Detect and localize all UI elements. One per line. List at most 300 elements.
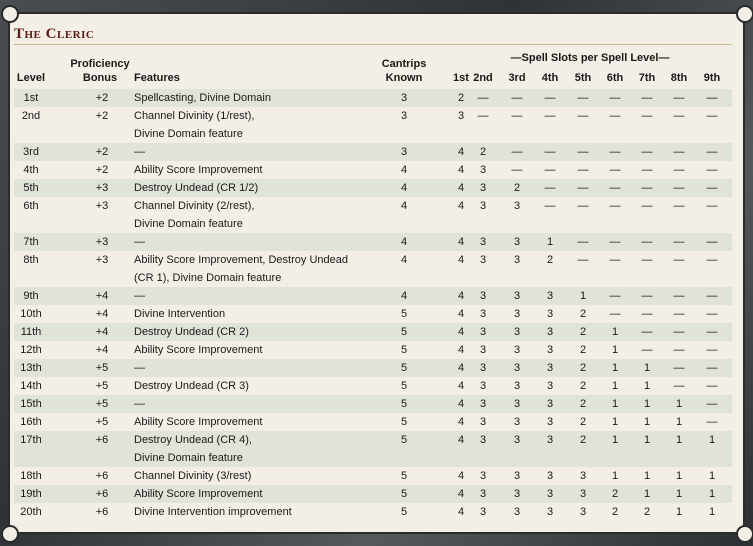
cell-level: 5th xyxy=(23,182,39,194)
cell-slot-7th: 1 xyxy=(643,488,651,500)
cell-slot-7th: — xyxy=(641,236,653,248)
cell-proficiency-bonus: +6 xyxy=(95,506,109,518)
cell-slot-9th: — xyxy=(706,110,718,122)
cell-slot-2nd: 3 xyxy=(479,182,487,194)
cell-features: Spellcasting, Divine Domain xyxy=(134,92,271,104)
cell-level: 20th xyxy=(20,506,42,518)
cell-slot-1st: 4 xyxy=(457,200,465,212)
cell-slot-2nd: 3 xyxy=(479,164,487,176)
cell-slot-3rd: 3 xyxy=(513,290,521,302)
cell-slot-6th: 1 xyxy=(611,326,619,338)
header-slot-1st: 1st xyxy=(453,72,469,84)
table-row xyxy=(14,395,732,413)
cell-slot-1st: 4 xyxy=(457,308,465,320)
cell-slot-5th: — xyxy=(577,236,589,248)
cell-level: 19th xyxy=(20,488,42,500)
cell-slot-1st: 4 xyxy=(457,290,465,302)
cell-cantrips-known: 5 xyxy=(400,362,408,374)
cell-cantrips-known: 4 xyxy=(400,164,408,176)
table-row xyxy=(14,89,732,107)
cell-slot-2nd: 3 xyxy=(479,254,487,266)
cell-slot-9th: — xyxy=(706,380,718,392)
cell-slot-7th: 1 xyxy=(643,362,651,374)
cell-slot-8th: — xyxy=(673,254,685,266)
cell-slot-3rd: 3 xyxy=(513,434,521,446)
cell-slot-4th: — xyxy=(544,110,556,122)
cell-slot-6th: — xyxy=(609,290,621,302)
cell-features: Channel Divinity (3/rest) xyxy=(134,470,252,482)
cell-features: Destroy Undead (CR 2) xyxy=(134,326,249,338)
cell-slot-9th: — xyxy=(706,344,718,356)
cell-slot-9th: — xyxy=(706,416,718,428)
cell-slot-2nd: 3 xyxy=(479,290,487,302)
cell-slot-9th: — xyxy=(706,92,718,104)
cell-slot-8th: 1 xyxy=(675,398,683,410)
cell-slot-1st: 4 xyxy=(457,236,465,248)
cell-level: 15th xyxy=(20,398,42,410)
cell-slot-7th: 1 xyxy=(643,434,651,446)
cell-slot-5th: 2 xyxy=(579,380,587,392)
cell-slot-5th: 3 xyxy=(579,506,587,518)
cell-features: Ability Score Improvement xyxy=(134,344,263,356)
header-spell-slots: —Spell Slots per Spell Level— xyxy=(510,52,670,64)
header-slot-7th: 7th xyxy=(638,72,656,84)
cell-features: — xyxy=(134,146,145,158)
cell-slot-6th: 2 xyxy=(611,506,619,518)
cell-slot-1st: 4 xyxy=(457,344,465,356)
header-cantrips: Cantrips xyxy=(381,58,427,70)
cell-slot-8th: — xyxy=(673,110,685,122)
cell-slot-2nd: 3 xyxy=(479,362,487,374)
cell-slot-3rd: 3 xyxy=(513,362,521,374)
table-row xyxy=(14,107,732,143)
cell-slot-7th: 1 xyxy=(643,470,651,482)
cell-features: Divine Intervention xyxy=(134,308,226,320)
cell-slot-8th: 1 xyxy=(675,434,683,446)
corner-ornament-icon xyxy=(736,525,753,543)
cell-slot-1st: 4 xyxy=(457,416,465,428)
cell-cantrips-known: 5 xyxy=(400,470,408,482)
cell-slot-1st: 4 xyxy=(457,164,465,176)
table-row xyxy=(14,359,732,377)
cell-slot-7th: — xyxy=(641,308,653,320)
cell-level: 2nd xyxy=(21,110,41,122)
cell-slot-2nd: 3 xyxy=(479,398,487,410)
cell-features: Ability Score Improvement xyxy=(134,416,263,428)
header-bonus: Bonus xyxy=(82,72,118,84)
cell-slot-3rd: — xyxy=(511,92,523,104)
cell-slot-4th: 3 xyxy=(546,434,554,446)
cell-slot-6th: — xyxy=(609,110,621,122)
cell-slot-6th: 1 xyxy=(611,398,619,410)
cell-features: Destroy Undead (CR 3) xyxy=(134,380,249,392)
cell-slot-3rd: 3 xyxy=(513,416,521,428)
header-slot-9th: 9th xyxy=(703,72,721,84)
cell-slot-4th: 3 xyxy=(546,470,554,482)
cell-cantrips-known: 5 xyxy=(400,344,408,356)
cell-slot-1st: 4 xyxy=(457,488,465,500)
cell-slot-8th: — xyxy=(673,344,685,356)
cell-slot-4th: 3 xyxy=(546,416,554,428)
table-row xyxy=(14,413,732,431)
cell-slot-8th: — xyxy=(673,164,685,176)
cell-slot-3rd: 3 xyxy=(513,254,521,266)
header-features: Features xyxy=(134,72,180,84)
cell-slot-8th: — xyxy=(673,290,685,302)
cell-slot-4th: 3 xyxy=(546,362,554,374)
cell-slot-4th: 3 xyxy=(546,308,554,320)
cell-slot-7th: — xyxy=(641,326,653,338)
header-known: Known xyxy=(385,72,423,84)
cell-proficiency-bonus: +4 xyxy=(95,326,109,338)
corner-ornament-icon xyxy=(1,525,19,543)
cell-slot-9th: — xyxy=(706,362,718,374)
cell-features: Ability Score Improvement xyxy=(134,164,263,176)
cell-proficiency-bonus: +2 xyxy=(95,110,109,122)
cell-slot-6th: 1 xyxy=(611,434,619,446)
cell-features: Divine Intervention improvement xyxy=(134,506,292,518)
cell-slot-1st: 4 xyxy=(457,326,465,338)
table-row xyxy=(14,179,732,197)
cell-slot-3rd: 3 xyxy=(513,344,521,356)
cell-level: 4th xyxy=(23,164,39,176)
cell-cantrips-known: 3 xyxy=(400,110,408,122)
cell-slot-4th: 2 xyxy=(546,254,554,266)
cell-slot-1st: 4 xyxy=(457,470,465,482)
table-row xyxy=(14,305,732,323)
cell-cantrips-known: 4 xyxy=(400,254,408,266)
cell-slot-5th: — xyxy=(577,146,589,158)
cell-slot-1st: 4 xyxy=(457,506,465,518)
cell-slot-7th: — xyxy=(641,254,653,266)
cell-slot-4th: 3 xyxy=(546,488,554,500)
cell-cantrips-known: 3 xyxy=(400,146,408,158)
cell-slot-5th: 2 xyxy=(579,344,587,356)
cell-proficiency-bonus: +4 xyxy=(95,344,109,356)
cell-features: — xyxy=(134,398,145,410)
cell-level: 11th xyxy=(20,326,42,338)
cell-cantrips-known: 5 xyxy=(400,488,408,500)
cell-slot-1st: 4 xyxy=(457,146,465,158)
cell-proficiency-bonus: +4 xyxy=(95,290,109,302)
cell-slot-7th: — xyxy=(641,290,653,302)
cell-slot-9th: 1 xyxy=(708,434,716,446)
table-row xyxy=(14,485,732,503)
cell-slot-8th: — xyxy=(673,236,685,248)
cell-level: 8th xyxy=(23,254,39,266)
cell-slot-9th: — xyxy=(706,290,718,302)
cell-cantrips-known: 3 xyxy=(400,92,408,104)
header-proficiency: Proficiency xyxy=(70,58,130,70)
cell-slot-7th: 1 xyxy=(643,416,651,428)
cell-proficiency-bonus: +6 xyxy=(95,470,109,482)
cell-slot-7th: — xyxy=(641,110,653,122)
cell-slot-8th: — xyxy=(673,92,685,104)
cell-slot-8th: 1 xyxy=(675,506,683,518)
cell-slot-6th: 1 xyxy=(611,470,619,482)
cell-level: 17th xyxy=(20,434,42,446)
cell-slot-6th: — xyxy=(609,92,621,104)
cell-slot-9th: 1 xyxy=(708,488,716,500)
cell-slot-2nd: — xyxy=(477,110,489,122)
cell-slot-1st: 4 xyxy=(457,362,465,374)
cell-level: 14th xyxy=(20,380,42,392)
cell-slot-3rd: 2 xyxy=(513,182,521,194)
cell-slot-5th: 3 xyxy=(579,470,587,482)
cell-features: — xyxy=(134,290,145,302)
cell-level: 18th xyxy=(20,470,42,482)
cell-proficiency-bonus: +2 xyxy=(95,164,109,176)
cell-slot-3rd: — xyxy=(511,164,523,176)
header-slot-5th: 5th xyxy=(574,72,592,84)
cell-slot-5th: — xyxy=(577,254,589,266)
cell-cantrips-known: 5 xyxy=(400,506,408,518)
cell-slot-4th: 1 xyxy=(546,236,554,248)
cell-slot-3rd: — xyxy=(511,110,523,122)
cell-slot-6th: — xyxy=(609,254,621,266)
cell-proficiency-bonus: +5 xyxy=(95,416,109,428)
cell-slot-5th: 2 xyxy=(579,362,587,374)
cell-slot-6th: — xyxy=(609,308,621,320)
cell-level: 6th xyxy=(23,200,39,212)
cell-slot-5th: — xyxy=(577,92,589,104)
cell-slot-7th: — xyxy=(641,164,653,176)
table-row xyxy=(14,467,732,485)
cell-proficiency-bonus: +3 xyxy=(95,254,109,266)
cell-slot-9th: — xyxy=(706,326,718,338)
cell-slot-7th: 1 xyxy=(643,380,651,392)
header-level: Level xyxy=(16,72,46,84)
table-row xyxy=(14,161,732,179)
cell-slot-3rd: — xyxy=(511,146,523,158)
cell-slot-9th: — xyxy=(706,164,718,176)
cell-slot-3rd: 3 xyxy=(513,380,521,392)
cell-level: 12th xyxy=(20,344,42,356)
cell-slot-6th: 2 xyxy=(611,488,619,500)
cell-proficiency-bonus: +2 xyxy=(95,146,109,158)
cell-cantrips-known: 4 xyxy=(400,200,408,212)
table-row xyxy=(14,251,732,287)
cell-level: 9th xyxy=(23,290,39,302)
cell-slot-4th: — xyxy=(544,92,556,104)
cell-slot-3rd: 3 xyxy=(513,398,521,410)
cell-features: — xyxy=(134,236,145,248)
table-row xyxy=(14,377,732,395)
cell-features: Channel Divinity (2/rest), xyxy=(134,200,255,212)
cell-slot-8th: 1 xyxy=(675,470,683,482)
cell-proficiency-bonus: +2 xyxy=(95,92,109,104)
cell-slot-4th: 3 xyxy=(546,398,554,410)
cell-slot-2nd: 3 xyxy=(479,488,487,500)
cell-slot-6th: — xyxy=(609,182,621,194)
cell-slot-9th: — xyxy=(706,236,718,248)
cell-slot-9th: — xyxy=(706,254,718,266)
cell-proficiency-bonus: +6 xyxy=(95,488,109,500)
cell-slot-5th: 2 xyxy=(579,416,587,428)
cell-level: 1st xyxy=(23,92,39,104)
cell-slot-9th: 1 xyxy=(708,506,716,518)
cell-proficiency-bonus: +3 xyxy=(95,182,109,194)
cell-proficiency-bonus: +5 xyxy=(95,398,109,410)
table-row xyxy=(14,197,732,233)
header-slot-2nd: 2nd xyxy=(473,72,493,84)
table-row xyxy=(14,323,732,341)
cell-slot-6th: 1 xyxy=(611,362,619,374)
cell-slot-8th: — xyxy=(673,362,685,374)
cell-slot-1st: 4 xyxy=(457,434,465,446)
cell-slot-6th: 1 xyxy=(611,416,619,428)
cell-slot-1st: 4 xyxy=(457,182,465,194)
table-row xyxy=(14,143,732,161)
cell-cantrips-known: 4 xyxy=(400,236,408,248)
cell-cantrips-known: 5 xyxy=(400,326,408,338)
cell-slot-6th: — xyxy=(609,200,621,212)
cell-slot-2nd: 3 xyxy=(479,308,487,320)
cell-slot-9th: — xyxy=(706,398,718,410)
cell-features: (CR 1), Divine Domain feature xyxy=(134,272,282,284)
cell-slot-1st: 3 xyxy=(457,110,465,122)
cell-slot-7th: — xyxy=(641,200,653,212)
table-row xyxy=(14,341,732,359)
cell-proficiency-bonus: +6 xyxy=(95,434,109,446)
cell-cantrips-known: 5 xyxy=(400,380,408,392)
cell-slot-9th: — xyxy=(706,146,718,158)
cell-slot-2nd: 3 xyxy=(479,506,487,518)
header-slot-6th: 6th xyxy=(606,72,624,84)
cell-features: Ability Score Improvement, Destroy Undead xyxy=(134,254,348,266)
cell-slot-3rd: 3 xyxy=(513,488,521,500)
cell-slot-5th: — xyxy=(577,110,589,122)
table-row xyxy=(14,233,732,251)
cell-slot-7th: 2 xyxy=(643,506,651,518)
cell-features: Channel Divinity (1/rest), xyxy=(134,110,255,122)
cell-slot-1st: 4 xyxy=(457,254,465,266)
cell-proficiency-bonus: +3 xyxy=(95,200,109,212)
cell-slot-3rd: 3 xyxy=(513,236,521,248)
cell-slot-2nd: 3 xyxy=(479,434,487,446)
cell-slot-5th: 2 xyxy=(579,308,587,320)
cell-slot-9th: — xyxy=(706,308,718,320)
cell-slot-9th: — xyxy=(706,182,718,194)
cell-slot-8th: — xyxy=(673,146,685,158)
header-slot-3rd: 3rd xyxy=(508,72,526,84)
cell-slot-2nd: 2 xyxy=(479,146,487,158)
cell-proficiency-bonus: +5 xyxy=(95,380,109,392)
cell-level: 16th xyxy=(20,416,42,428)
cell-proficiency-bonus: +3 xyxy=(95,236,109,248)
cell-slot-9th: — xyxy=(706,200,718,212)
cell-slot-7th: 1 xyxy=(643,398,651,410)
cell-level: 3rd xyxy=(23,146,39,158)
cell-features: Destroy Undead (CR 4), xyxy=(134,434,252,446)
table-title: The Cleric xyxy=(14,26,95,42)
cell-slot-2nd: 3 xyxy=(479,380,487,392)
cell-cantrips-known: 5 xyxy=(400,398,408,410)
cell-slot-4th: — xyxy=(544,182,556,194)
cell-slot-7th: — xyxy=(641,182,653,194)
cell-features: — xyxy=(134,362,145,374)
cell-slot-1st: 4 xyxy=(457,380,465,392)
cell-slot-4th: 3 xyxy=(546,326,554,338)
cell-cantrips-known: 5 xyxy=(400,416,408,428)
cell-slot-8th: — xyxy=(673,326,685,338)
cell-slot-5th: — xyxy=(577,164,589,176)
cell-slot-2nd: 3 xyxy=(479,326,487,338)
cell-slot-3rd: 3 xyxy=(513,470,521,482)
cell-slot-5th: 3 xyxy=(579,488,587,500)
cell-features: Divine Domain feature xyxy=(134,218,243,230)
cell-slot-6th: — xyxy=(609,164,621,176)
cell-slot-7th: — xyxy=(641,146,653,158)
cell-slot-2nd: — xyxy=(477,92,489,104)
cell-slot-5th: — xyxy=(577,182,589,194)
table-row xyxy=(14,503,732,521)
cell-proficiency-bonus: +4 xyxy=(95,308,109,320)
title-divider xyxy=(14,44,732,45)
cell-proficiency-bonus: +5 xyxy=(95,362,109,374)
cell-slot-8th: 1 xyxy=(675,416,683,428)
header-slot-4th: 4th xyxy=(541,72,559,84)
cell-slot-7th: — xyxy=(641,92,653,104)
table-row xyxy=(14,431,732,467)
cell-slot-4th: 3 xyxy=(546,506,554,518)
cell-slot-6th: 1 xyxy=(611,344,619,356)
cell-slot-3rd: 3 xyxy=(513,200,521,212)
cell-level: 13th xyxy=(20,362,42,374)
cell-slot-6th: 1 xyxy=(611,380,619,392)
cell-features: Ability Score Improvement xyxy=(134,488,263,500)
cell-level: 7th xyxy=(23,236,39,248)
cell-slot-5th: 2 xyxy=(579,434,587,446)
cell-cantrips-known: 5 xyxy=(400,308,408,320)
cell-slot-6th: — xyxy=(609,236,621,248)
table-row xyxy=(14,287,732,305)
cell-features: Divine Domain feature xyxy=(134,128,243,140)
header-slot-8th: 8th xyxy=(670,72,688,84)
cell-slot-5th: — xyxy=(577,200,589,212)
cell-cantrips-known: 4 xyxy=(400,182,408,194)
cell-slot-2nd: 3 xyxy=(479,236,487,248)
cell-features: Divine Domain feature xyxy=(134,452,243,464)
cell-slot-2nd: 3 xyxy=(479,344,487,356)
cell-slot-3rd: 3 xyxy=(513,308,521,320)
cell-slot-4th: 3 xyxy=(546,380,554,392)
corner-ornament-icon xyxy=(736,5,753,23)
cell-slot-8th: — xyxy=(673,308,685,320)
cell-slot-5th: 2 xyxy=(579,326,587,338)
cell-slot-7th: — xyxy=(641,344,653,356)
cell-slot-6th: — xyxy=(609,146,621,158)
cell-slot-4th: — xyxy=(544,146,556,158)
cell-slot-3rd: 3 xyxy=(513,506,521,518)
cell-slot-5th: 1 xyxy=(579,290,587,302)
cell-slot-4th: 3 xyxy=(546,344,554,356)
cell-slot-4th: — xyxy=(544,164,556,176)
cell-slot-1st: 4 xyxy=(457,398,465,410)
cell-slot-8th: — xyxy=(673,200,685,212)
cell-slot-4th: — xyxy=(544,200,556,212)
cell-cantrips-known: 5 xyxy=(400,434,408,446)
cell-features: Destroy Undead (CR 1/2) xyxy=(134,182,259,194)
cell-slot-8th: 1 xyxy=(675,488,683,500)
cell-slot-2nd: 3 xyxy=(479,416,487,428)
corner-ornament-icon xyxy=(1,5,19,23)
cell-cantrips-known: 4 xyxy=(400,290,408,302)
cell-slot-5th: 2 xyxy=(579,398,587,410)
cell-level: 10th xyxy=(20,308,42,320)
cell-slot-3rd: 3 xyxy=(513,326,521,338)
cell-slot-9th: 1 xyxy=(708,470,716,482)
